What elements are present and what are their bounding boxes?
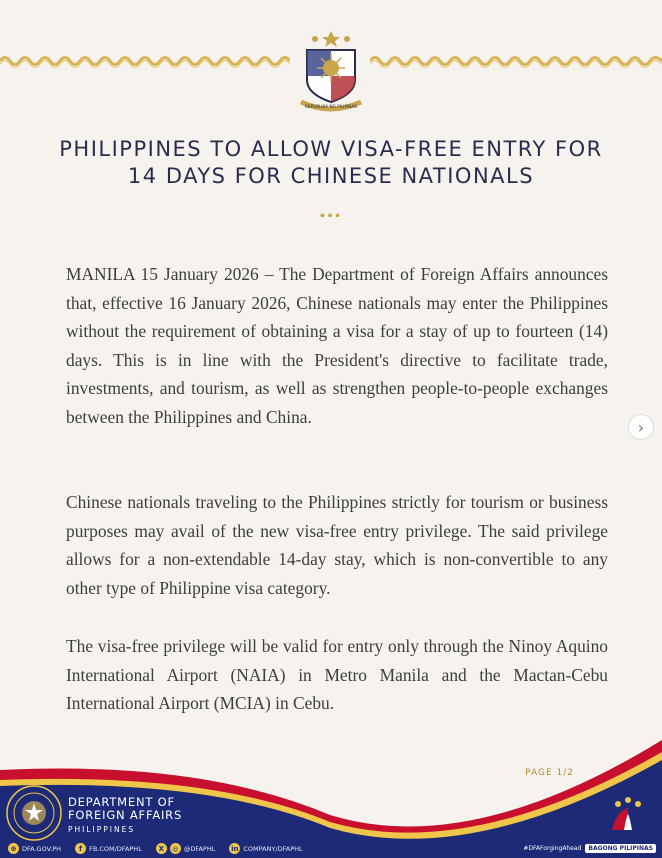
headline-line-2: 14 DAYS FOR CHINESE NATIONALS xyxy=(127,164,535,188)
x-icon: X xyxy=(156,843,167,854)
social-link-linkedin[interactable] xyxy=(229,843,302,854)
gold-wave-border-right xyxy=(370,54,662,68)
social-link-website[interactable] xyxy=(8,843,61,854)
chevron-right-icon: › xyxy=(637,417,645,437)
philippine-coat-of-arms-icon xyxy=(295,28,367,114)
instagram-icon: ◎ xyxy=(170,843,181,854)
social-label: @DFAPHL xyxy=(183,844,216,853)
linkedin-icon: in xyxy=(231,844,239,853)
next-slide-button[interactable] xyxy=(628,414,654,440)
gold-wave-border-left xyxy=(0,54,290,68)
footer-swoosh-background xyxy=(0,730,662,858)
hashtags xyxy=(523,844,656,853)
facebook-icon: f xyxy=(75,843,86,854)
social-link-facebook[interactable] xyxy=(75,843,142,854)
paragraph-2: Chinese nationals traveling to the Philippines strictly for tourism or business purposes may avail of the new visa-free entry privilege. The said privilege allows for a non-extendable 14-day stay, which is non-convertible to any other type of Philippine visa category. xyxy=(66,492,608,598)
bagong-pilipinas-logo-icon xyxy=(604,790,652,838)
social-links xyxy=(8,843,311,854)
social-label: FB.COM/DFAPHL xyxy=(89,844,142,853)
dfa-name-line-2: FOREIGN AFFAIRS xyxy=(68,808,183,822)
page-indicator: PAGE 1/2 xyxy=(525,768,574,778)
social-label: COMPANY/DFAPHL xyxy=(243,844,303,853)
social-link-x[interactable] xyxy=(156,843,216,854)
hashtag-bagong-pilipinas: BAGONG PILIPINAS xyxy=(585,844,656,853)
paragraph-1: MANILA 15 January 2026 – The Department of Foreign Affairs announces that, effective 16 January 2026, Chinese nationals may enter the Philippines without the requirement of obtaining a visa for a stay of up to fourteen (14) days. This is in line with the President's directive to facilitate trade, investments, and tourism, as well as strengthen people-to-people exchanges between the Philippines and China. xyxy=(66,264,608,427)
globe-icon: ⊕ xyxy=(8,843,19,854)
divider-dots: ••• xyxy=(319,208,343,225)
dfa-seal-icon xyxy=(6,785,62,841)
dfa-name xyxy=(68,796,182,836)
hashtag-dfa: #DFAForgingAhead xyxy=(523,845,582,852)
seal-text: REPUBLIKA NG PILIPINAS xyxy=(305,104,357,109)
social-label: DFA.GOV.PH xyxy=(22,844,62,853)
headline-line-1: PHILIPPINES TO ALLOW VISA-FREE ENTRY FOR xyxy=(59,137,603,161)
page-title xyxy=(20,136,642,190)
paragraph-3: The visa-free privilege will be valid for entry only through the Ninoy Aquino International Airport (NAIA) in Metro Manila and the Mactan-Cebu International Airport (MCIA) in Cebu. xyxy=(66,636,608,714)
dfa-name-line-3: PHILIPPINES xyxy=(68,825,136,834)
dfa-name-line-1: DEPARTMENT OF xyxy=(68,795,175,809)
